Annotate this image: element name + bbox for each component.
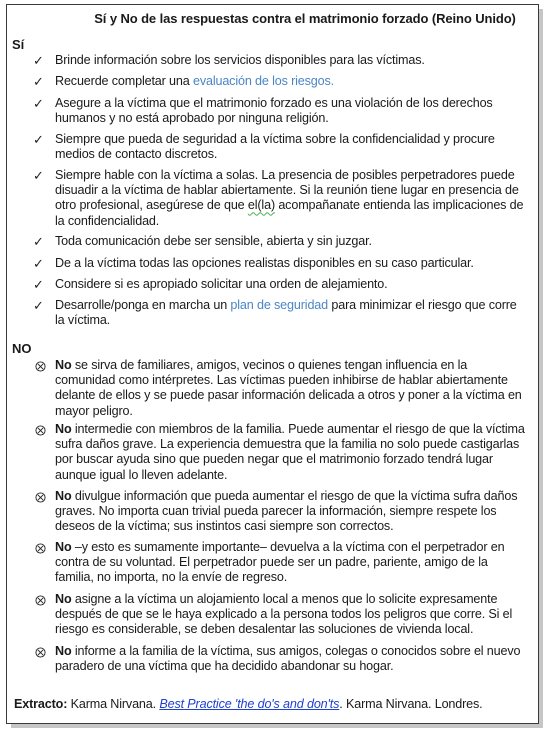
si-item: Toda comunicación debe ser sensible, abierta y sin juzgar.: [55, 234, 372, 248]
circled-x-icon: [35, 492, 46, 503]
si-item: De a la víctima todas las opciones realistas disponibles en su caso particular.: [55, 256, 474, 270]
no-item: No informe a la familia de la víctima, sus amigos, colegas o conocidos sobre el nuevo paradero de una víctima que ha decidido abandonar su hogar.: [55, 644, 521, 674]
no-heading: NO: [12, 341, 32, 356]
si-item: Recuerde completar una evaluación de los riesgos.: [55, 74, 334, 88]
source-citation: Extracto: Karma Nirvana. Best Practice 'the do's and don'ts. Karma Nirvana. Londres.: [14, 697, 483, 711]
circled-x-icon: [35, 425, 46, 436]
circled-x-icon: [35, 647, 46, 658]
best-practice-link[interactable]: Best Practice 'the do's and don'ts: [159, 697, 340, 711]
no-item: No –y esto es sumamente importante– devuelva a la víctima con el perpetrador en contra de su voluntad. El perpetrador puede ser un padre, pariente, amigo de la familia, no importa, no la envíe de regreso.: [55, 540, 505, 585]
checkmark-icon: ✓: [33, 168, 44, 183]
si-item: Desarrolle/ponga en marcha un plan de seguridad para minimizar el riesgo que corre la víctima.: [55, 298, 517, 328]
no-item: No divulgue información que pueda aumentar el riesgo de que la víctima sufra daños graves. No importa cuan trivial pueda parecer la información, siempre respete los deseos de la víctima; sus instintos casi siempre son correctos.: [55, 489, 518, 534]
si-item: Brinde información sobre los servicios disponibles para las víctimas.: [55, 53, 425, 67]
safety-plan-link[interactable]: plan de seguridad: [230, 298, 329, 312]
checkmark-icon: ✓: [33, 298, 44, 313]
risk-assessment-link[interactable]: evaluación de los riesgos.: [192, 74, 334, 88]
checkmark-icon: ✓: [33, 53, 44, 68]
si-item: Asegure a la víctima que el matrimonio forzado es una violación de los derechos humanos y no está aprobado por ninguna religión.: [55, 96, 493, 126]
frame-shadow-right: [539, 9, 543, 725]
checkmark-icon: ✓: [33, 74, 44, 89]
checkmark-icon: ✓: [33, 96, 44, 111]
si-item: Siempre que pueda de seguridad a la víctima sobre la confidencialidad y procure medios de contacto discretos.: [55, 132, 495, 162]
si-item: Siempre hable con la víctima a solas. La presencia de posibles perpetradores puede disuadir a la víctima de hablar abiertamente. Si la reunión tiene lugar en presencia de otro profesional, asegúrese de que el(la) acompañanate entienda las implicaciones de la confidencialidad.: [55, 168, 524, 228]
checkmark-icon: ✓: [33, 277, 44, 292]
no-item: No intermedie con miembros de la familia. Puede aumentar el riesgo de que la víctima sufra daños grave. La experiencia demuestra que la familia no solo puede castigarlas por buscar ayuda sino que pueden negar que el matrimonio forzado tendrá lugar aunque igual lo lleven adelante.: [55, 422, 525, 482]
checkmark-icon: ✓: [33, 132, 44, 147]
checkmark-icon: ✓: [33, 256, 44, 271]
si-heading: Sí: [12, 37, 25, 52]
no-item: No se sirva de familiares, amigos, vecinos o quienes tengan influencia en la comunidad como intérpretes. Las víctimas pueden inhibirse de hablar abiertamente delante de ellos y se puede pasar información delicada a otros y poner a la víctima en mayor peligro.: [55, 358, 522, 418]
page-title: Sí y No de las respuestas contra el matrimonio forzado (Reino Unido): [94, 11, 516, 26]
frame-shadow-bottom: [11, 724, 543, 728]
circled-x-icon: [35, 361, 46, 372]
circled-x-icon: [35, 543, 46, 554]
checkmark-icon: ✓: [33, 234, 44, 249]
no-item: No asigne a la víctima un alojamiento local a menos que lo solicite expresamente después de que se le haya explicado a la persona todos los peligros que corre. Si el riesgo es considerable, se deben desalentar las soluciones de vivienda local.: [55, 592, 513, 637]
spellcheck-word: el(la): [247, 198, 275, 213]
si-item: Considere si es apropiado solicitar una orden de alejamiento.: [55, 277, 388, 291]
circled-x-icon: [35, 595, 46, 606]
